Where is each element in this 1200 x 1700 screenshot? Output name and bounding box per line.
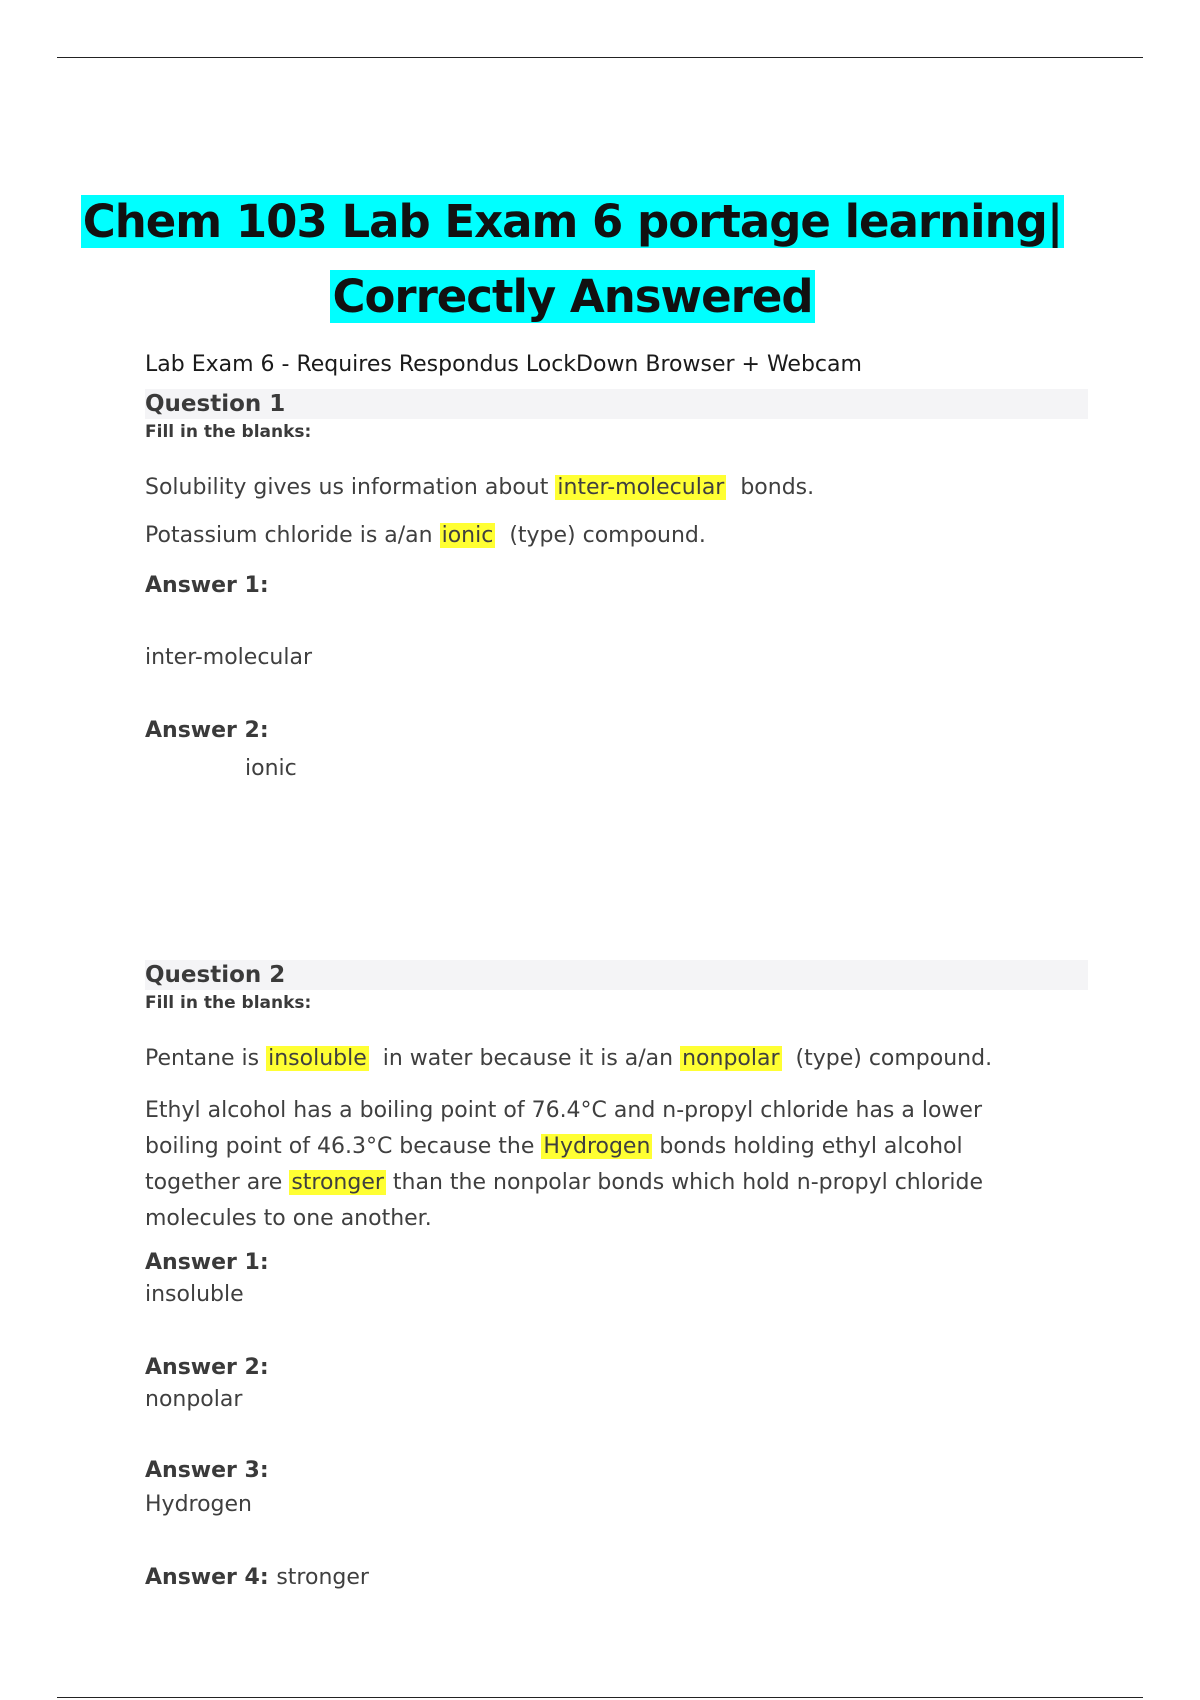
q1-s1-after: bonds. xyxy=(726,475,815,500)
q2-answer-2-value: nonpolar xyxy=(145,1387,243,1412)
q1-s2-before: Potassium chloride is a/an xyxy=(145,523,440,548)
q1-answer-2-value: ionic xyxy=(245,756,297,781)
q2-blank-4: stronger xyxy=(291,1170,384,1195)
q2-s1-part2: in water because it is a/an xyxy=(368,1046,681,1071)
q2-s1-part1: Pentane is xyxy=(145,1046,267,1071)
q2-answer-3-label: Answer 3: xyxy=(145,1458,269,1483)
q1-s2-after: (type) compound. xyxy=(495,523,706,548)
question-2-title: Question 2 xyxy=(145,962,286,988)
q1-answer-2-label: Answer 2: xyxy=(145,718,269,743)
question-2-header-bar xyxy=(145,960,1088,990)
question-2-sentence-1 xyxy=(145,1046,992,1071)
bottom-rule xyxy=(57,1697,1143,1698)
question-1-sentence-2 xyxy=(145,523,706,548)
document-title xyxy=(0,184,1145,334)
top-rule xyxy=(57,57,1143,58)
q1-blank-2: ionic xyxy=(441,523,494,548)
q1-blank-1: inter-molecular xyxy=(557,475,725,500)
q2-answer-4-label: Answer 4: xyxy=(145,1565,269,1590)
exam-subtitle: Lab Exam 6 - Requires Respondus LockDown Browser + Webcam xyxy=(145,352,862,377)
q2-answer-1-label: Answer 1: xyxy=(145,1250,269,1275)
q2-s1-part3: (type) compound. xyxy=(781,1046,993,1071)
title-line-1: Chem 103 Lab Exam 6 portage learning| xyxy=(82,195,1063,248)
q1-answer-1-label: Answer 1: xyxy=(145,573,269,598)
q2-answer-3-value: Hydrogen xyxy=(145,1492,252,1517)
question-2-sentence-2 xyxy=(145,1093,1045,1237)
q2-s2-part2: bonds holding ethyl alcohol together are xyxy=(145,1134,963,1195)
q2-answer-2-label: Answer 2: xyxy=(145,1355,269,1380)
q2-blank-3: Hydrogen xyxy=(543,1134,651,1159)
q2-s2-part3: than the nonpolar bonds which hold n-propyl chloride molecules to one another. xyxy=(145,1170,983,1231)
title-line-2: Correctly Answered xyxy=(332,270,813,323)
q2-answer-4-value: stronger xyxy=(276,1565,369,1590)
q2-answer-4-row xyxy=(145,1565,369,1590)
question-1-sentence-1 xyxy=(145,475,814,500)
q2-blank-2: nonpolar xyxy=(682,1046,780,1071)
q1-s1-before: Solubility gives us information about xyxy=(145,475,556,500)
question-2-instruction: Fill in the blanks: xyxy=(145,993,312,1013)
question-1-header-bar xyxy=(145,389,1088,419)
q2-blank-1: insoluble xyxy=(268,1046,367,1071)
question-1-instruction: Fill in the blanks: xyxy=(145,422,312,442)
q1-answer-1-value: inter-molecular xyxy=(145,645,313,670)
q2-answer-1-value: insoluble xyxy=(145,1282,244,1307)
q2-s2-part1: Ethyl alcohol has a boiling point of 76.4°C and n-propyl chloride has a lower boiling point of 46.3°C because the xyxy=(145,1098,983,1159)
question-1-title: Question 1 xyxy=(145,391,286,417)
